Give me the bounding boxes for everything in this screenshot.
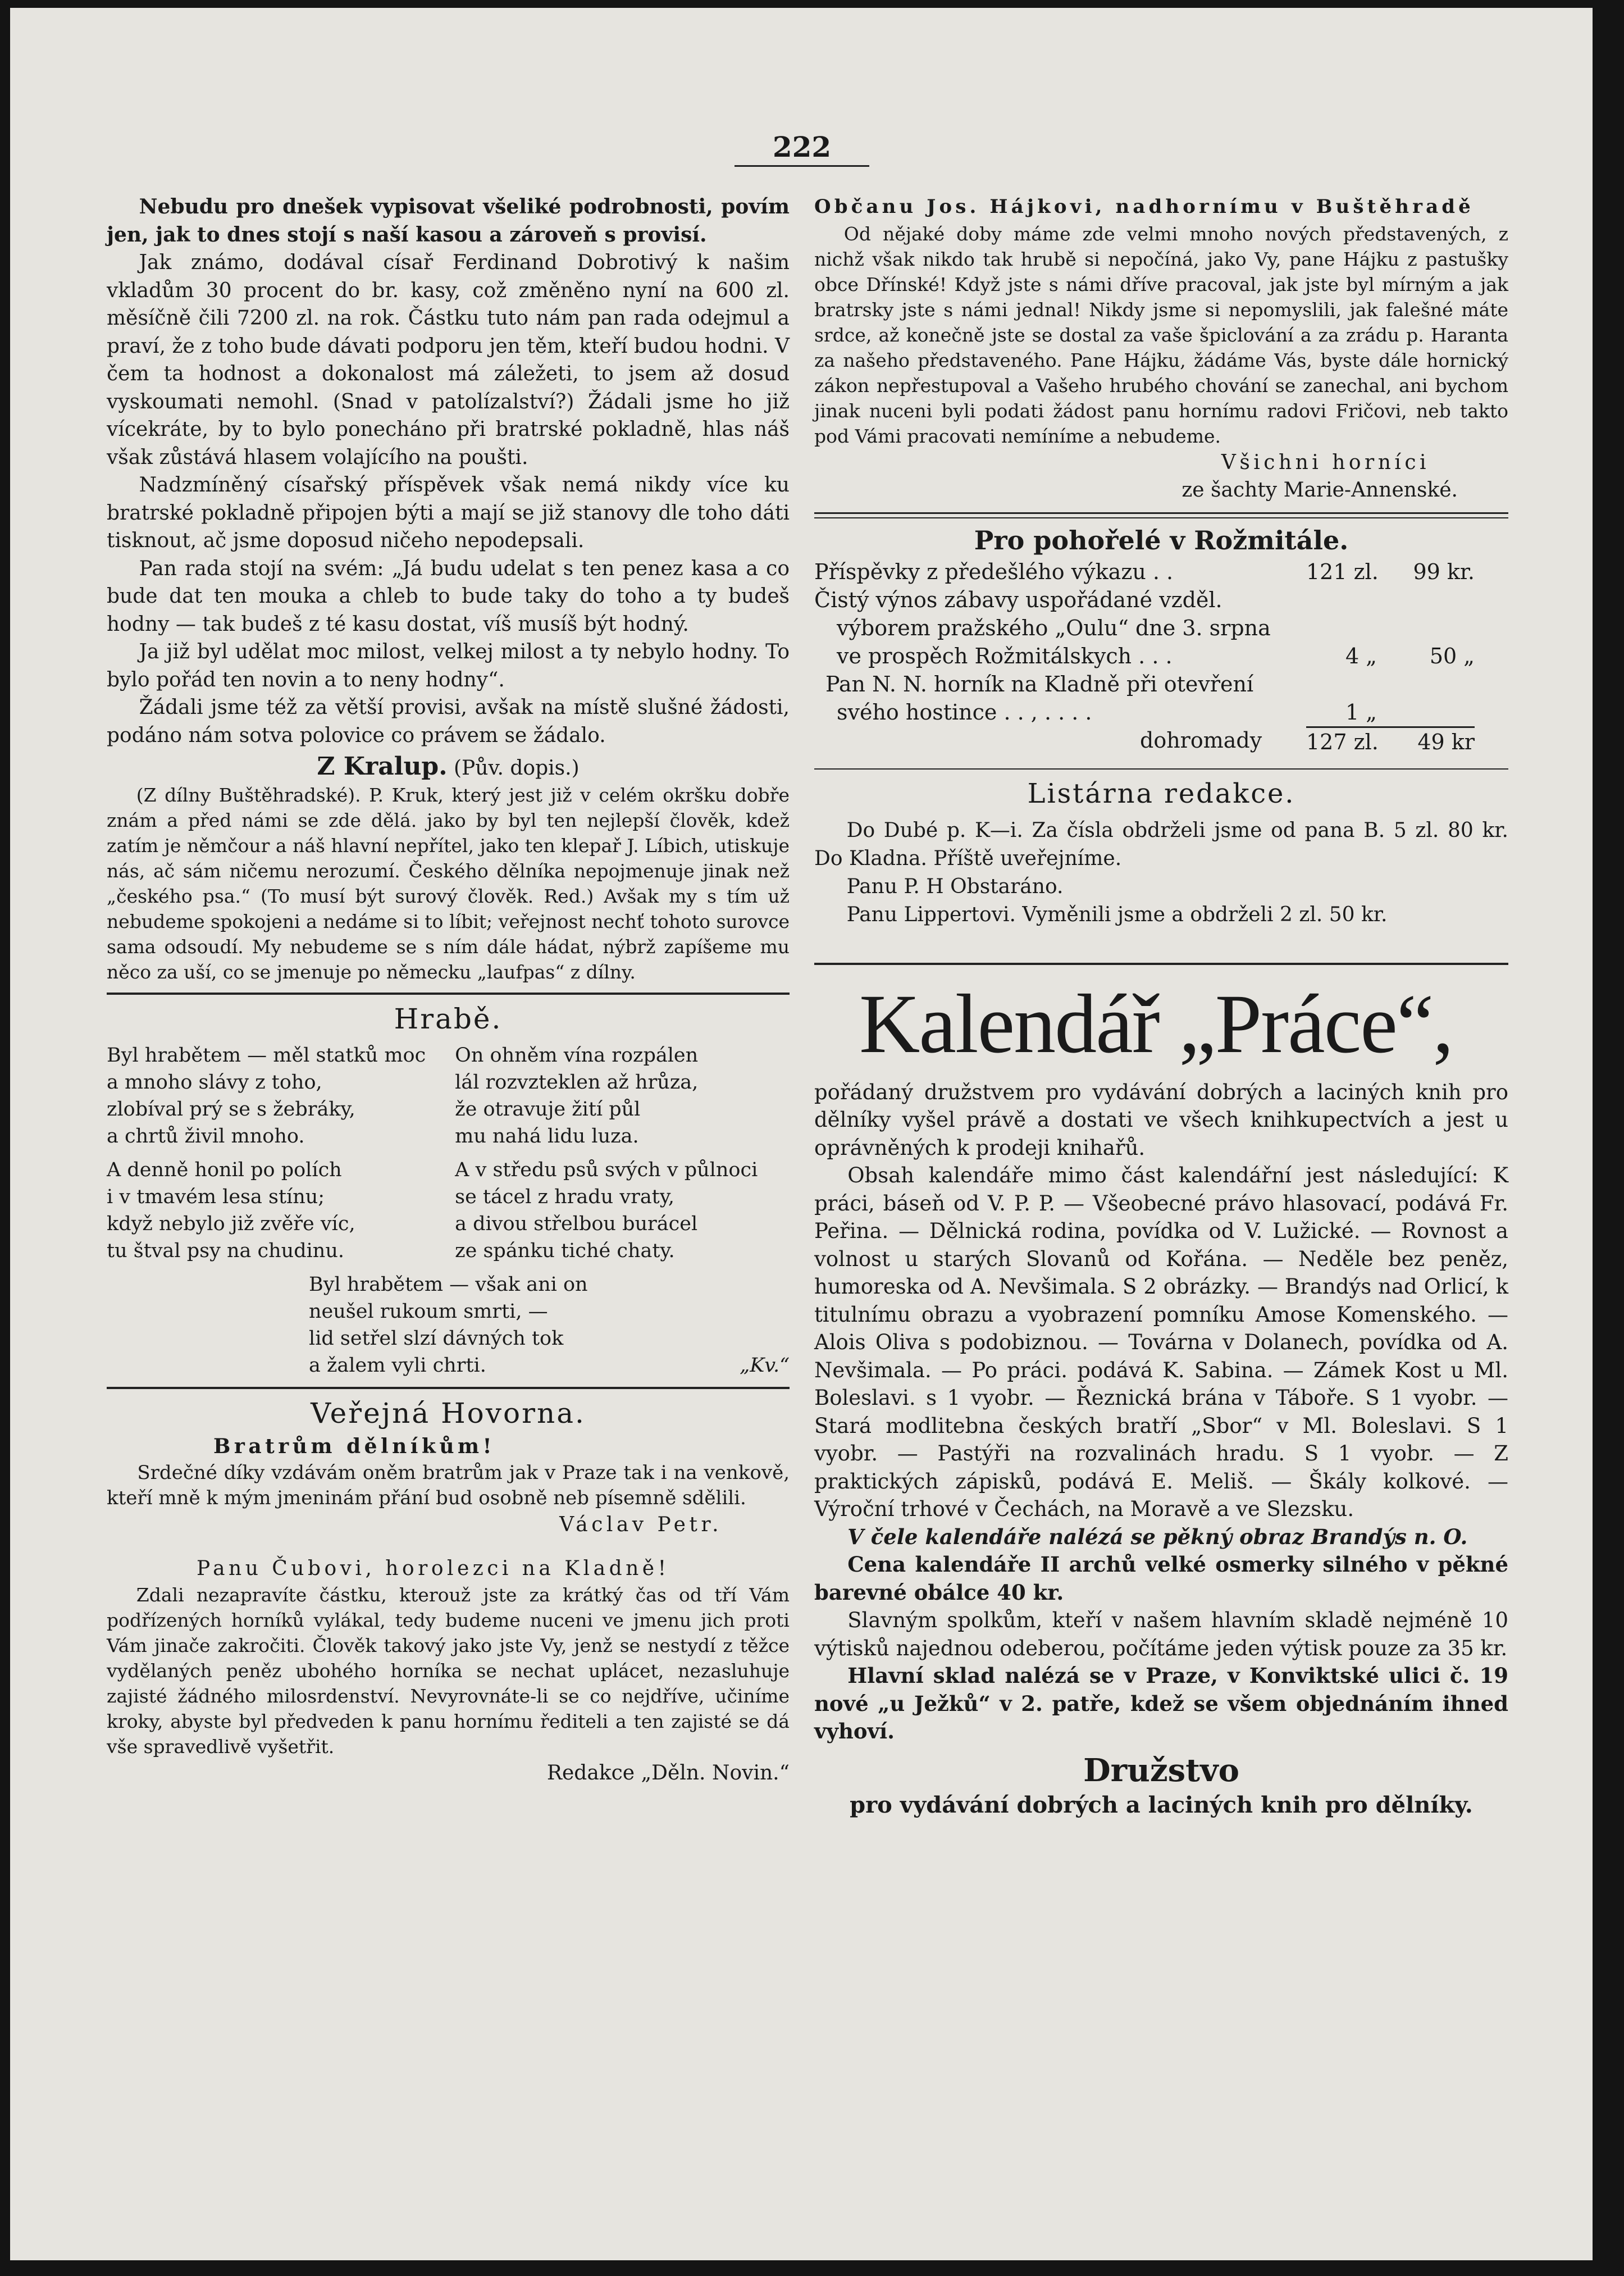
section-rule [814,963,1508,965]
rozmital-label: Pan N. N. horník na Kladně při otevření [825,671,1254,697]
poem-line: neušel rukoum smrti, — [309,1300,548,1323]
kralup-title: Z Kralup. [317,752,448,781]
hovorna-text: Srdečné díky vzdávám oněm bratrům jak v Praze tak i na venkově, kteří mně k mým jmeninám přání bud osobně neb písemně sdělili. [107,1462,790,1509]
rozmital-label: výborem pražského „Oulu“ dne 3. srpna [837,615,1271,640]
rozmital-label: dohromady [1140,727,1262,753]
intro-paragraph: Ja již byl udělat moc milost, velkej milost a ty nebylo hodny. To bylo pořád ten novin a to neny hodny“. [107,640,790,691]
intro-paragraph: Žádali jsme též za větší provisi, avšak na místě slušné žádosti, podáno nám sotva polovice co právem se žádalo. [107,696,790,747]
rozmital-row [814,698,1475,726]
poem-line: se tácel z hradu vraty, [455,1185,674,1208]
poem-column-right [455,1042,790,1264]
kalendar-title: Kalendář „Práce“, [859,977,1453,1071]
rozmital-kr: 99 kr. [1413,559,1475,584]
rozmital-row [814,614,1475,642]
hajek-text: Od nějaké doby máme zde velmi mnoho nových představených, z nichž však nikdo tak hrubě si nepočíná, jako Vy, pane Hájku z pastušky obce Dřínské! Když jste s námi dříve pracoval, jak jste byl mírným a jak bratrsky jste s námi jednal! Nikdy jsme si nepomyslili, jak falešné máte srdce, až konečně jste se dostal za vaše špiclování a za zrádu p. Haranta za našeho představeného. Pane Hájku, žádáme Vás, byste dále hornický zákon nepřestupoval a Vašeho hrubého chování se zanechal, ani bychom jinak nuceni byli podati žádost panu hornímu radovi Fričovi, neb takto pod Vámi pracovati nemíníme a nebudeme. [814,222,1508,447]
poem-line: že otravuje žití půl [455,1098,641,1121]
poem-line: tu štval psy na chudinu. [107,1239,345,1262]
right-column [814,193,1508,1820]
section-rule [814,512,1508,518]
rozmital-label: svého hostince . . , . . . . [837,699,1092,725]
section-rule [107,1387,790,1389]
kalendar-price: Cena kalendáře II archů velké osmerky silného v pěkné barevné obálce 40 kr. [814,1552,1508,1605]
poem-last-line-row [309,1352,790,1379]
rozmital-label: Čistý výnos zábavy uspořádané vzděl. [814,587,1222,612]
rozmital-kr: 49 kr [1417,729,1475,754]
kralup-text: (Z dílny Buštěhradské). P. Kruk, který jest již v celém okršku dobře znám a před námi se zde dělá. jako by byl ten nejlepší člověk, kdež zatím je němčour a náš hlavní nepřítel, jako ten klepař J. Líbich, utiskuje nás, ač sám ničemu nerozumí. Českého dělníka nepojmenuje jinak než „českého psa.“ (To musí být surový člověk. Red.) Avšak my s tím už nebudeme spokojeni a nedáme si to líbit; veřejnost nechť tohoto surovce sama odsoudí. My nebudeme se s ním dále hádat, nýbrž zapíšeme mu něco za uší, co se jmenuje po německu „laufpas“ z dílny. [107,784,790,983]
kalendar-intro: pořádaný družstvem pro vydávání dobrých a laciných knih pro dělníky vyšel právě a dostati ve všech knihkupectvích a jest u oprávněných k prodeji knihařů. [814,1080,1508,1160]
letter-signature: Redakce „Děln. Novin.“ [546,1761,790,1785]
rozmital-row [814,670,1475,698]
section-rule [107,993,790,995]
listarna-line: Panu P. H Obstaráno. [846,875,1064,898]
poem-line: lál rozvzteklen až hrůza, [455,1071,699,1094]
rozmital-row [814,558,1475,586]
poem-line: a chrtů živil mnoho. [107,1125,305,1148]
section-rule [814,768,1508,770]
stanza-gap [107,1150,441,1157]
listarna-line: Panu Lippertovi. Vyměnili jsme a obdrželi 2 zl. 50 kr. [846,903,1388,926]
rozmital-row-total [814,726,1475,756]
poem-line: Byl hrabětem — však ani on [309,1273,588,1296]
rozmital-zl: 127 zl. [1306,729,1379,754]
letter-text: Zdali nezapravíte částku, kterouž jste za krátký čas od tří Vám podřízených horníků vylákal, tedy budeme nuceni ve jmenu jich proti Vám jinače zakročiti. Člověk takový jako jste Vy, jenž se nestydí z těžce vydělaných peněz ubohého horníka se nechat uplácet, nezasluhuje zajisté žádného milosrdenství. Nevyrovnáte-li se co nejdříve, učiníme kroky, abyste byl předveden k panu hornímu řediteli a ten zajisté se dá vše spravedlivě vyšetřit. [107,1584,790,1758]
page-number: 222 [772,130,832,163]
poem-line: lid setřel slzí dávných tok [309,1327,564,1350]
poem-line: a žalem vyli chrti. [309,1354,486,1377]
intro-paragraph: Jak známo, dodával císař Ferdinand Dobrotivý k našim vkladům 30 procent do br. kasy, což změněno nyní na 600 zl. měsíčně čili 7200 zl. na rok. Částku tuto nám pan rada odejmul a praví, že z toho bude dávati podporu jen těm, kteří budou hodni. V čem ta hodnost a dokonalost má záležeti, to jsem až dosud vyskoumati nemohl. (Snad v patolízalství?) Žádali jsme ho již vícekráte, by to bylo ponecháno při bratrské pokladně, hlas náš však zůstává hlasem volajícího na poušti. [107,251,790,469]
letter-heading: Panu Čubovi, horolezci na Kladně! [197,1556,670,1580]
hovorna-title: Veřejná Hovorna. [311,1396,586,1430]
hovorna-greeting: Bratrům dělníkům! [213,1434,495,1458]
poem-title: Hrabě. [394,1002,503,1035]
intro-paragraph: Pan rada stojí na svém: „Já budu udelat s ten penez kasa a co bude dat ten mouka a chleb to bude taky do toho a ty budeš hodny — tak budeš z té kasu dostat, víš musíš být hodný. [107,557,790,636]
hajek-heading: Občanu Jos. Hájkovi, nadhornímu v Buštěhradě [814,195,1474,218]
page-number-rule [735,165,869,167]
poem-line: a mnoho slávy z toho, [107,1071,322,1094]
rozmital-zl: 4 „ [1345,643,1377,668]
listarna-line: Do Dubé p. K—i. Za čísla obdrželi jsme od pana B. 5 zl. 80 kr. Do Kladna. Příště uveřejníme. [814,818,1508,870]
poem-line: ze spánku tiché chaty. [455,1239,675,1262]
rozmital-zl: 121 zl. [1306,559,1379,584]
poem-line: A v středu psů svých v půlnoci [455,1158,758,1181]
left-column [107,193,790,1787]
kalendar-discount: Slavným spolkům, kteří v našem hlavním skladě nejméně 10 výtisků najednou odeberou, počítáme jeden výtisk pouze za 35 kr. [814,1608,1508,1660]
footer-subtitle: pro vydávání dobrých a laciných knih pro dělníky. [850,1791,1473,1818]
hajek-signature-1: Všichni horníci [1221,450,1430,474]
kalendar-image-note: V čele kalendáře nalézá se pěkný obraz Brandýs n. O. [847,1524,1468,1549]
stanza-gap [455,1150,790,1157]
poem-line: Byl hrabětem — měl statků moc [107,1044,426,1067]
poem-line: a divou střelbou burácel [455,1212,698,1235]
intro-paragraph: Nebudu pro dnešek vypisovat všeliké podrobnosti, povím jen, jak to dnes stojí s naší kasou a zároveň s provisí. [107,195,790,247]
rozmital-zl: 1 „ [1345,699,1377,725]
poem-line: zlobíval prý se s žebráky, [107,1098,355,1121]
newspaper-page [10,8,1593,2260]
kalendar-contents: Obsah kalendáře mimo část kalendářní jest následující: K práci, báseň od V. P. P. — Všeobecné právo hlasovací, podává Fr. Peřina. — Dělnická rodina, povídka od V. Lužické. — Rovnost a volnost u starých Slovanů od Kořána. — Neděle bez peněz, humoreska od A. Nevšimala. S 2 obrázky. — Brandýs nad Orlicí, k titulnímu obrazu a vyobrazení pomníku Amose Komenského. — Alois Oliva s podobiznou. — Továrna v Dolanech, povídka od A. Nevšimala. — Po práci. podává K. Sabina. — Zámek Kost u Ml. Boleslavi. s 1 vyobr. — Řeznická brána v Táboře. S 1 vyobr. — Stará modlitebna českých bratří „Sbor“ v Ml. Boleslavi. S 1 vyobr. — Pastýři na rozvalinách hradu. S 1 vyobr. — Z praktických zápisků, podává E. Meliš. — Škály kolkové. — Výroční trhové v Čechách, na Moravě a ve Slezsku. [814,1163,1508,1521]
rozmital-table [814,558,1508,756]
scan-border-right [1593,0,1624,2276]
kralup-heading [107,753,790,782]
poem-line: A denně honil po polích [107,1158,342,1181]
rozmital-amount [1345,698,1475,726]
intro-paragraph: Nadzmíněný císařský příspěvek však nemá nikdy více ku bratrské pokladně připojen býti a mají se již stanovy dle toho dáti tisknout, ač jsme doposud ničeho nepodepsali. [107,474,790,552]
hajek-signature-2: ze šachty Marie-Annenské. [1181,479,1458,502]
rozmital-amount [1306,558,1475,586]
kalendar-warehouse: Hlavní sklad nalézá se v Praze, v Konviktské ulici č. 19 nové „u Ježků“ v 2. patře, kdež se všem objednáním ihned vyhoví. [814,1663,1508,1744]
rozmital-row [814,586,1475,614]
poem-column-left [107,1042,441,1264]
rozmital-row [814,642,1475,670]
poem-body [107,1042,790,1264]
rozmital-kr: 50 „ [1429,643,1475,668]
rozmital-amount [1306,726,1475,756]
rozmital-title: Pro pohořelé v Rožmitále. [974,525,1349,556]
listarna-title: Listárna redakce. [1027,777,1295,809]
poem-signature: „Kv.“ [740,1354,790,1377]
hovorna-signature: Václav Petr. [559,1513,722,1536]
footer-title: Družstvo [1083,1751,1239,1789]
poem-line: mu nahá lidu luza. [455,1125,639,1148]
rozmital-amount [1345,642,1475,670]
poem-line: On ohněm vína rozpálen [455,1044,699,1067]
poem-line: i v tmavém lesa stínu; [107,1185,325,1208]
rozmital-label: Příspěvky z předešlého výkazu . . [814,559,1174,584]
poem-last-stanza [309,1271,790,1379]
kralup-title-note: (Pův. dopis.) [453,757,580,780]
poem-line: když nebylo již zvěře víc, [107,1212,355,1235]
rozmital-label: ve prospěch Rožmitálskych . . . [837,643,1173,668]
